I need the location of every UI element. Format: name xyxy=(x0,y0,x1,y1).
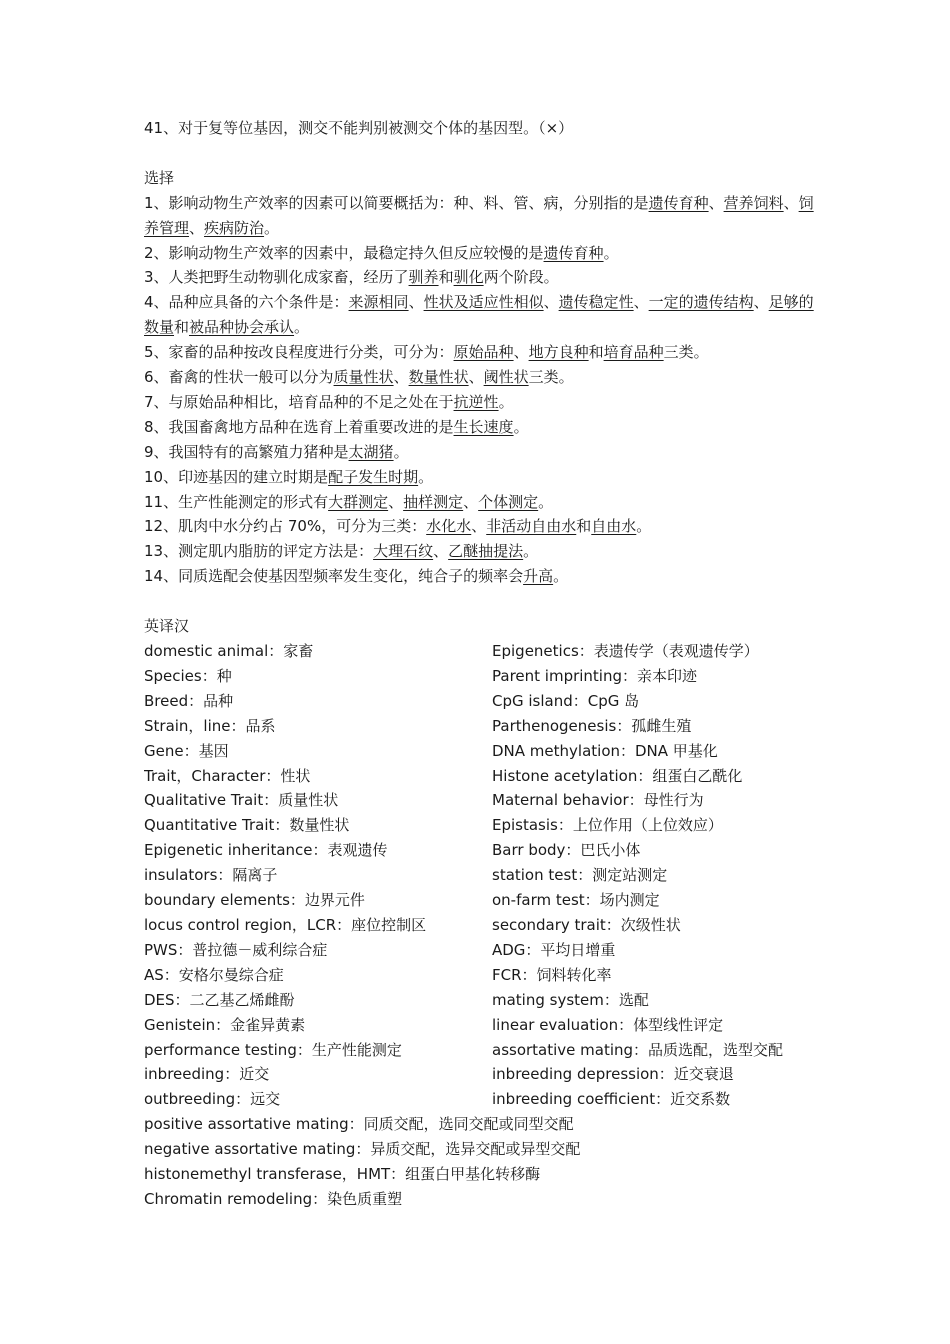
glossary-term-right: Parent imprinting：亲本印迹 xyxy=(492,666,698,685)
glossary-term-left: inbreeding：近交 xyxy=(144,1065,270,1084)
question-text: 。 xyxy=(636,517,652,536)
answer-text: 性状及适应性相似 xyxy=(423,293,544,312)
answer-text: 遗传育种 xyxy=(543,243,604,262)
choice-item xyxy=(144,365,824,390)
glossary-term: histonemethyl transferase，HMT：组蛋白甲基化转移酶 xyxy=(144,1165,541,1184)
glossary-term-right: Histone acetylation：组蛋白乙酰化 xyxy=(492,766,743,785)
choice-item xyxy=(144,340,824,365)
answer-text: 生长速度 xyxy=(453,417,514,436)
question-text: 、 xyxy=(471,517,487,536)
question-text: 、 xyxy=(463,492,479,511)
answer-text: 一定的遗传结构 xyxy=(648,293,754,312)
answer-text: 阈性状 xyxy=(483,368,529,387)
question-text: 。 xyxy=(538,492,554,511)
glossary-term-right: CpG island：CpG 岛 xyxy=(492,691,640,710)
glossary-term-left: performance testing：生产性能测定 xyxy=(144,1040,402,1059)
question-text: 、 xyxy=(388,492,404,511)
glossary-term-right: ADG：平均日增重 xyxy=(492,940,616,959)
question-text: 11、生产性能测定的形式有 xyxy=(144,492,329,511)
choice-item xyxy=(144,241,824,266)
glossary-term-left: locus control region，LCR：座位控制区 xyxy=(144,915,427,934)
glossary-term-right: secondary trait：次级性状 xyxy=(492,915,681,934)
choice-heading: 选择 xyxy=(144,168,175,187)
glossary-term-left: Genistein：金雀异黄素 xyxy=(144,1015,306,1034)
answer-text: 饲养管理 xyxy=(144,193,814,237)
choice-item xyxy=(144,564,824,589)
glossary-term-right: inbreeding depression：近交衰退 xyxy=(492,1065,734,1084)
choice-item xyxy=(144,465,824,490)
question-text: 、 xyxy=(708,193,724,212)
answer-text: 大理石纹 xyxy=(373,542,434,561)
answer-text: 地方良种 xyxy=(528,343,589,362)
glossary-term-left: DES：二乙基乙烯雌酚 xyxy=(144,990,295,1009)
answer-text: 遗传育种 xyxy=(648,193,709,212)
question-text: 两个阶段。 xyxy=(483,268,559,287)
spacer xyxy=(144,589,824,614)
answer-text: 被品种协会承认 xyxy=(189,318,295,337)
glossary-term-left: boundary elements：边界元件 xyxy=(144,891,365,910)
spacer xyxy=(144,141,824,166)
glossary-term-left: Epigenetic inheritance：表观遗传 xyxy=(144,841,388,860)
answer-text: 数量性状 xyxy=(408,368,469,387)
question-text: 、 xyxy=(433,542,449,561)
glossary-term-left: insulators：隔离子 xyxy=(144,866,278,885)
glossary-term-right: mating system：选配 xyxy=(492,990,649,1009)
glossary-term-left: Qualitative Trait：质量性状 xyxy=(144,791,339,810)
answer-text: 升高 xyxy=(523,567,554,586)
question-text: 8、我国畜禽地方品种在选育上着重要改进的是 xyxy=(144,417,454,436)
glossary-term-right: FCR：饲料转化率 xyxy=(492,965,612,984)
glossary-term-right: on-farm test：场内测定 xyxy=(492,891,660,910)
question-text: 。 xyxy=(523,542,539,561)
answer-text: 遗传稳定性 xyxy=(558,293,634,312)
answer-text: 驯化 xyxy=(453,268,484,287)
question-text: 、 xyxy=(543,293,559,312)
glossary-term-left: domestic animal：家畜 xyxy=(144,642,314,660)
answer-text: 抽样测定 xyxy=(403,492,464,511)
answer-text: 疾病防治 xyxy=(204,218,265,237)
choice-item xyxy=(144,490,824,515)
glossary-term-right: Epistasis：上位作用（上位效应） xyxy=(492,816,723,835)
question-text: 。 xyxy=(498,392,514,411)
answer-text: 个体测定 xyxy=(478,492,539,511)
question-text: 。 xyxy=(264,218,280,237)
choice-item xyxy=(144,265,824,290)
question-text: 、 xyxy=(513,343,529,362)
glossary-term-right: Barr body：巴氏小体 xyxy=(492,841,641,860)
glossary-term-right: station test：测定站测定 xyxy=(492,866,668,885)
answer-text: 足够的数量 xyxy=(144,293,814,337)
question-text: 、 xyxy=(633,293,649,312)
question-text: 。 xyxy=(294,318,310,337)
answer-text: 太湖猪 xyxy=(348,442,394,461)
question-text: 、 xyxy=(468,368,484,387)
answer-text: 培育品种 xyxy=(603,343,664,362)
choice-item xyxy=(144,390,824,415)
answer-text: 乙醚抽提法 xyxy=(448,542,524,561)
question-text: 5、家畜的品种按改良程度进行分类，可分为： xyxy=(144,343,454,362)
glossary-term: Chromatin remodeling：染色质重塑 xyxy=(144,1189,403,1208)
question-text: 、 xyxy=(408,293,424,312)
question-text: 。 xyxy=(553,567,569,586)
glossary-term-left: AS：安格尔曼综合症 xyxy=(144,965,284,984)
answer-text: 配子发生时期 xyxy=(328,467,419,486)
question-text: 。 xyxy=(513,417,529,436)
tf-question-41: 41、对于复等位基因，测交不能判别被测交个体的基因型。（×） xyxy=(144,119,574,137)
glossary-term-right: DNA methylation：DNA 甲基化 xyxy=(492,741,718,760)
question-text: 13、测定肌内脂肪的评定方法是： xyxy=(144,542,374,561)
question-text: 6、畜禽的性状一般可以分为 xyxy=(144,368,334,387)
glossary-term: negative assortative mating：异质交配，选异交配或异型交配 xyxy=(144,1140,581,1159)
question-text: 2、影响动物生产效率的因素中，最稳定持久但反应较慢的是 xyxy=(144,243,544,262)
answer-text: 驯养 xyxy=(408,268,439,287)
question-text: 9、我国特有的高繁殖力猪种是 xyxy=(144,442,349,461)
question-text: 和 xyxy=(174,318,190,337)
glossary-single-list xyxy=(144,1112,824,1212)
glossary-term: positive assortative mating：同质交配，选同交配或同型交配 xyxy=(144,1115,574,1134)
glossary-term-left: Breed：品种 xyxy=(144,691,234,710)
question-text: 10、印迹基因的建立时期是 xyxy=(144,467,329,486)
question-text: 、 xyxy=(189,218,205,237)
question-text: 和 xyxy=(438,268,454,287)
question-text: 、 xyxy=(393,368,409,387)
glossary-grid xyxy=(144,639,824,1112)
answer-text: 非活动自由水 xyxy=(486,517,577,536)
answer-text: 原始品种 xyxy=(453,343,514,362)
choice-item xyxy=(144,539,824,564)
answer-text: 营养饲料 xyxy=(723,193,784,212)
glossary-term-right: Maternal behavior：母性行为 xyxy=(492,791,704,810)
question-text: 和 xyxy=(576,517,592,536)
choice-item xyxy=(144,290,824,340)
glossary-term-left: Gene：基因 xyxy=(144,741,229,760)
question-text: 。 xyxy=(418,467,434,486)
question-text: 1、影响动物生产效率的因素可以简要概括为：种、料、管、病，分别指的是 xyxy=(144,193,649,212)
glossary-term-right: assortative mating：品质选配，选型交配 xyxy=(492,1040,784,1059)
question-text: 。 xyxy=(603,243,619,262)
question-text: 7、与原始品种相比，培育品种的不足之处在于 xyxy=(144,392,454,411)
glossary-term-left: Quantitative Trait：数量性状 xyxy=(144,816,350,835)
glossary-term-left: outbreeding：远交 xyxy=(144,1090,281,1109)
answer-text: 水化水 xyxy=(426,517,472,536)
question-text: 、 xyxy=(753,293,769,312)
glossary-term-right: linear evaluation：体型线性评定 xyxy=(492,1015,724,1034)
answer-text: 来源相同 xyxy=(348,293,409,312)
answer-text: 自由水 xyxy=(591,517,637,536)
question-text: 14、同质选配会使基因型频率发生变化，纯合子的频率会 xyxy=(144,567,524,586)
answer-text: 抗逆性 xyxy=(453,392,499,411)
question-text: 3、人类把野生动物驯化成家畜，经历了 xyxy=(144,268,409,287)
choice-list xyxy=(144,191,824,590)
choice-item xyxy=(144,440,824,465)
question-text: 12、肌肉中水分约占 70%，可分为三类： xyxy=(144,517,427,536)
glossary-term-right: inbreeding coefficient：近交系数 xyxy=(492,1090,731,1109)
document-page xyxy=(144,116,824,1212)
choice-item xyxy=(144,514,824,539)
question-text: 三类。 xyxy=(528,368,574,387)
glossary-heading: 英译汉 xyxy=(144,617,190,636)
glossary-term-right: Parthenogenesis：孤雌生殖 xyxy=(492,716,692,735)
glossary-term-left: Trait，Character：性状 xyxy=(144,766,311,785)
question-text: 、 xyxy=(783,193,799,212)
question-text: 和 xyxy=(588,343,604,362)
choice-item xyxy=(144,415,824,440)
question-text: 。 xyxy=(393,442,409,461)
question-text: 4、品种应具备的六个条件是： xyxy=(144,293,349,312)
answer-text: 质量性状 xyxy=(333,368,394,387)
answer-text: 大群测定 xyxy=(328,492,389,511)
glossary-term-right: Epigenetics：表遗传学（表观遗传学） xyxy=(492,642,759,660)
choice-item xyxy=(144,191,824,241)
question-text: 三类。 xyxy=(663,343,709,362)
glossary-term-left: PWS：普拉德－威利综合症 xyxy=(144,940,328,959)
glossary-term-left: Strain，line：品系 xyxy=(144,716,276,735)
glossary-term-left: Species：种 xyxy=(144,666,232,685)
